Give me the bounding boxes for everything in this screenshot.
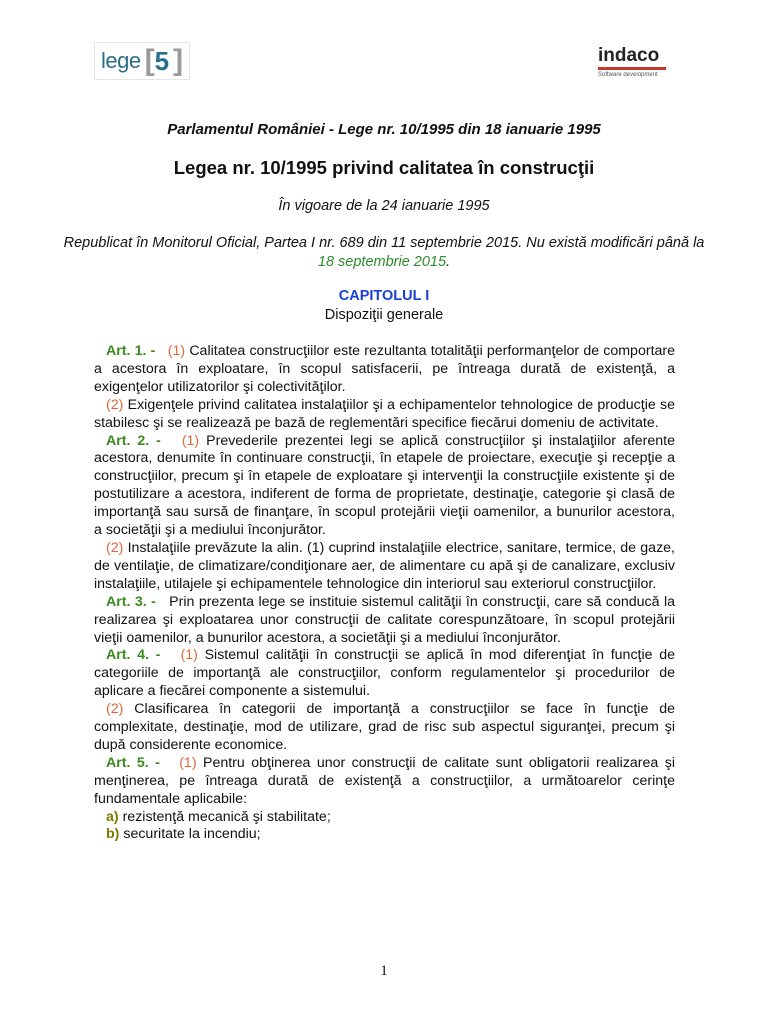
article-label[interactable]: Art. 5. -	[106, 754, 160, 771]
lege5-logo	[94, 42, 190, 80]
article-label[interactable]: Art. 4. -	[106, 647, 161, 664]
paragraph-number[interactable]: (1)	[179, 754, 197, 771]
logo-bracket-close: ]	[173, 44, 184, 77]
article-paragraph	[94, 540, 675, 594]
item-letter[interactable]: b)	[106, 826, 120, 843]
paragraph-number[interactable]: (2)	[106, 539, 124, 556]
indaco-logo	[598, 46, 668, 78]
republished-text: Republicat în Monitorul Oficial, Partea I nr. 689 din 11 septembrie 2015. Nu există modificări până la	[63, 235, 705, 251]
indaco-logo-bar	[598, 67, 666, 70]
logo-number: 5	[154, 46, 170, 76]
law-body	[94, 343, 675, 844]
article-paragraph	[94, 397, 675, 433]
paragraph-number[interactable]: (2)	[106, 701, 124, 718]
chapter-label[interactable]: CAPITOLUL I	[338, 288, 430, 304]
paragraph-text: Pentru obţinerea unor construcţii de calitate sunt obligatorii realizarea şi menţinerea, pe întreaga durată de existenţă a construcţiilor, a următoarelor cerinţe fundamentale aplicabile:	[94, 754, 675, 807]
paragraph-text: Sistemul calităţii în construcţii se aplică în mod diferenţiat în funcţie de categoriile de importanţă ale construcţiilor, conform regulamentelor şi procedurilor de aplicare a fiecărei componente a sistemului.	[94, 647, 676, 700]
item-text: rezistenţă mecanică şi stabilitate;	[122, 808, 331, 825]
list-item	[94, 826, 675, 844]
paragraph-text: Prevederile prezentei legi se aplică construcţiilor şi instalaţiilor aferente acestora, denumite în continuare construcţii, în etapele de proiectare, execuţie şi recepţie a construcţiilor, precum şi în etapele de exploatare şi intervenţii la construcţiile existente şi de postutilizare a acestora, indiferent de forma de proprietate, destinaţie, categorie şi clasă de importanţă sau sursă de finanţare, în scopul protejării vieţii oamenilor, a bunurilor acestora, a societăţii şi a mediului înconjurător.	[94, 432, 676, 539]
article-paragraph	[94, 433, 675, 540]
paragraph-text: Prin prezenta lege se instituie sistemul calităţii în construcţii, care să conducă la realizarea şi exploatarea unor construcţii de calitate corespunzătoare, în scopul protejării vieţii oamenilor, a bunurilor acestora, a societăţii şi a mediului înconjurător.	[94, 593, 675, 646]
paragraph-number[interactable]: (1)	[180, 647, 198, 664]
item-letter[interactable]: a)	[106, 808, 119, 825]
paragraph-text: Clasificarea în categorii de importanţă a construcţiilor se face în funcţie de complexitate, destinaţie, mod de utilizare, grad de risc sub aspectul siguranţei, precum şi după considerente economice.	[94, 701, 675, 753]
paragraph-number[interactable]: (2)	[106, 396, 124, 413]
indaco-logo-text: indaco	[598, 45, 660, 66]
paragraph-text: Calitatea construcţiilor este rezultanta totalităţii performanţelor de comportare a acestora în exploatare, în scopul satisfacerii, pe întreaga durată de existenţă, a exigenţelor utilizatorilor şi colectivităţilor.	[94, 343, 676, 395]
republished-note	[60, 234, 708, 272]
article-paragraph	[94, 701, 675, 755]
modification-date-link[interactable]: 18 septembrie 2015	[317, 254, 447, 270]
chapter-name: Dispoziţii generale	[324, 307, 444, 323]
page-number: 1	[380, 963, 388, 979]
logo-bracket-open: [	[144, 44, 155, 77]
paragraph-number[interactable]: (1)	[167, 343, 186, 359]
article-label[interactable]: Art. 1. -	[106, 343, 156, 359]
in-force-line: În vigoare de la 24 ianuarie 1995	[278, 198, 490, 214]
article-label[interactable]: Art. 3. -	[106, 593, 156, 610]
republished-end: .	[446, 254, 451, 270]
list-item	[94, 809, 675, 827]
item-text: securitate la incendiu;	[123, 826, 261, 843]
paragraph-text: Instalaţiile prevăzute la alin. (1) cuprind instalaţiile electrice, sanitare, termice, de gaze, de ventilaţie, de climatizare/condiţionare aer, de alimentare cu apă şi de canalizare, exclusiv instalaţiile, utilajele şi echipamentele tehnologice din interiorul sau exteriorul construcţiilor.	[94, 539, 675, 592]
source-line: Parlamentul României - Lege nr. 10/1995 din 18 ianuarie 1995	[167, 121, 601, 138]
article-paragraph	[94, 343, 675, 397]
page-title: Legea nr. 10/1995 privind calitatea în construcţii	[173, 157, 595, 178]
paragraph-text: Exigenţele privind calitatea instalaţiilor şi a echipamentelor tehnologice de producţie se stabilesc şi se realizează pe bază de reglementări specifice fiecărui domeniu de activitate.	[94, 396, 675, 431]
article-paragraph	[94, 755, 675, 809]
indaco-logo-sub: Software development	[598, 72, 658, 78]
logo-word: lege	[101, 48, 141, 73]
article-label[interactable]: Art. 2. -	[106, 432, 161, 449]
article-paragraph	[94, 594, 675, 648]
paragraph-number[interactable]: (1)	[181, 432, 200, 449]
article-paragraph	[94, 647, 675, 701]
